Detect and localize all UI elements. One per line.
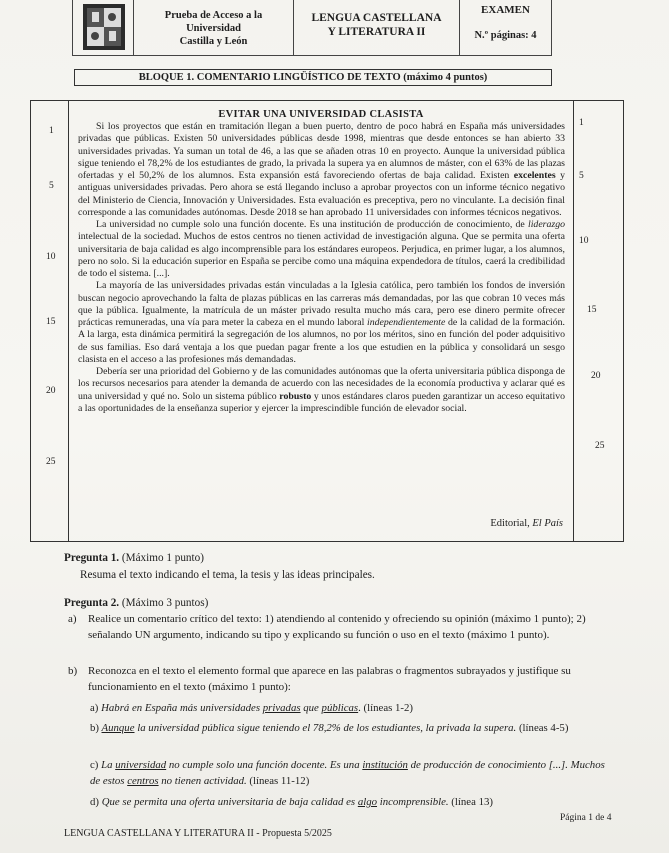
underlined-word: institución — [362, 759, 408, 771]
line-reference: (líneas 11-12) — [246, 775, 310, 787]
underlined-word: centros — [127, 775, 159, 787]
question-2-heading — [64, 596, 208, 612]
article-paragraph — [78, 366, 565, 415]
line-reference: (líneas 4-5) — [516, 722, 569, 734]
question-1-text: Resuma el texto indicando el tema, la tesis y las ideas principales. — [80, 569, 375, 581]
example-text: no tienen actividad. — [158, 775, 247, 787]
example-marker: c) — [90, 759, 99, 771]
question-label: Pregunta 2. — [64, 597, 120, 609]
page-count: N.º páginas: 4 — [474, 30, 537, 41]
item-marker: a) — [68, 613, 77, 625]
example-d — [90, 794, 615, 810]
source-prefix: Editorial, — [490, 518, 533, 529]
example-text: no cumple solo una función docente. Es una — [166, 759, 363, 771]
paragraph-text: La universidad no cumple solo una función docente. Es una institución de producción de conocimiento, de — [96, 219, 528, 230]
question-points: (Máximo 3 puntos) — [119, 597, 209, 609]
subject-label — [294, 0, 460, 56]
italic-word: liderazgo — [527, 219, 565, 230]
paragraph-text: y unos estándares claros pueden garantizar un acceso equitativo a las oportunidades de la enseñanza superior y ejercer la imprescindible función de elevador social. — [78, 390, 565, 414]
example-text: la universidad pública sigue teniendo el 78,2% de los estudiantes, la privada la supera. — [134, 722, 517, 734]
article-box — [30, 100, 624, 542]
bold-word: robusto — [279, 390, 312, 402]
article-paragraph — [78, 219, 565, 280]
article-title: EVITAR UNA UNIVERSIDAD CLASISTA — [218, 109, 424, 120]
exam-info — [460, 0, 552, 56]
paragraph-text: de la calidad de la formación. A la larga, esta dinámica permitirá la segregación de los alumnos, no por los méritos, sino en función del poder adquisitivo de sus familias. Eso dará ventaja a los que puedan pagar frente a los que estudien en la pública y consolidará un sesgo clasista en el acceso a las profesiones más demandadas. — [78, 317, 565, 365]
paragraph-text: y antiguas universidades privadas. Pero ahora se está llegando incluso a aprobar proyectos con un informe técnico negativo del Ministerio de Ciencia, Innovación y Universidades. Esta evaluación es preceptiva, pero no vinculante. La decisión final corresponde a las comunidades autónomas. Desde 2018 se han aprobado 11 universidades con informes técnicos negativos. — [78, 170, 565, 218]
article-paragraph — [78, 121, 565, 219]
example-text: La — [101, 759, 116, 771]
underlined-word: algo — [357, 796, 378, 808]
subject-line-2: Y LITERATURA II — [327, 26, 426, 38]
line-number-left: 1 — [49, 126, 54, 136]
example-marker: a) — [90, 702, 99, 714]
example-text: de producción de conocimiento [...]. Muchos de estos — [90, 759, 605, 787]
line-number-right: 5 — [579, 171, 584, 181]
example-a — [90, 700, 610, 716]
left-margin-divider — [68, 101, 69, 541]
example-text: Que se permita una oferta universitaria de baja calidad es — [101, 796, 358, 808]
underlined-word: Aunque — [101, 722, 135, 734]
subject-line-1: LENGUA CASTELLANA — [311, 12, 442, 24]
exam-label: EXAMEN — [481, 4, 530, 16]
underlined-word: públicas — [321, 702, 359, 714]
example-c — [90, 757, 615, 789]
line-number-right: 10 — [579, 236, 589, 246]
question-label: Pregunta 1. — [64, 552, 120, 564]
line-number-left: 20 — [46, 386, 56, 396]
example-text: Habrá en España más universidades — [101, 702, 263, 714]
right-margin-divider — [573, 101, 574, 541]
paragraph-text: Debería ser una prioridad del Gobierno y de las comunidades autónomas que la oferta universitaria pública disponga de los recursos necesarios para atender la demanda de acuerdo con las necesidades de la economía productiva y aclarar qué es una universidad y qué no. Solo un sistema público — [78, 366, 565, 402]
institution-line-3: Castilla y León — [179, 36, 248, 47]
italic-word: independientemente — [367, 317, 446, 328]
line-number-right: 1 — [579, 118, 584, 128]
example-marker: b) — [90, 722, 99, 734]
question-2a-text: Realice un comentario crítico del texto: 1) atendiendo al contenido y ofreciendo su opinión (máximo 1 punto); 2) señalando UN argumento, indicando su tipo y explicando su función o uso en el texto (máximo 1 punto). — [88, 613, 586, 641]
footer-label: LENGUA CASTELLANA Y LITERATURA II - Propuesta 5/2025 — [64, 828, 332, 839]
question-points: (Máximo 1 punto) — [119, 552, 204, 564]
source-publication: El País — [532, 518, 563, 529]
item-marker: b) — [68, 665, 78, 677]
example-text: que — [300, 702, 322, 714]
underlined-word: privadas — [262, 702, 301, 714]
article-paragraph — [78, 280, 565, 366]
paragraph-text: La mayoría de las universidades privadas están vinculadas a la Iglesia católica, pero también los fondos de inversión buscan negocio aprovechando la falta de plazas públicas en las carreras más demandadas, por las que cobran 10 veces más que la pública. Igualmente, la matrícula de un máster privado resulta mucho más cara, pero ese dinero permite ofrecer prácticas remuneradas, una vía para meter la cabeza en el mundo laboral — [78, 280, 565, 328]
example-text: incomprensible. — [377, 796, 449, 808]
line-number-left: 10 — [46, 252, 56, 262]
article-body — [78, 121, 565, 415]
line-reference: (línea 13) — [448, 796, 493, 808]
line-reference: . (líneas 1-2) — [358, 702, 414, 714]
article-source — [490, 518, 563, 529]
line-number-left: 15 — [46, 317, 56, 327]
bold-word: excelentes — [513, 170, 556, 181]
line-number-left: 25 — [46, 457, 56, 467]
question-1-heading — [64, 551, 204, 567]
page-number: Página 1 de 4 — [560, 813, 612, 823]
institution-line-1: Prueba de Acceso a la — [164, 10, 263, 21]
institution-line-2: Universidad — [186, 23, 241, 34]
exam-header — [72, 0, 552, 58]
example-b — [90, 720, 615, 736]
line-number-right: 20 — [591, 371, 601, 381]
line-number-right: 25 — [595, 441, 605, 451]
coat-of-arms-logo — [72, 0, 134, 56]
question-2b-text: Reconozca en el texto el elemento formal que aparece en las palabras o fragmentos subrayados y justifique su funcionamiento en el texto (máximo 1 punto): — [88, 665, 571, 693]
block-title: BLOQUE 1. COMENTARIO LINGÜÍSTICO DE TEXTO (máximo 4 puntos) — [74, 69, 552, 86]
line-number-right: 15 — [587, 305, 597, 315]
institution-label — [134, 0, 294, 56]
example-marker: d) — [90, 796, 99, 808]
underlined-word: universidad — [115, 759, 167, 771]
line-number-left: 5 — [49, 181, 54, 191]
paragraph-text: Si los proyectos que están en tramitación llegan a buen puerto, dentro de poco habrá en España más universidades privadas que públicas. Existen 50 universidades públicas desde 1998, mientras que desde entonces se han abierto 33 universidades privadas. Ya suman un total de 46, a las que se añaden otras 10 en proyecto. Aunque la universidad pública sigue teniendo el 78,2% de los estudiantes de grado, la privada la supera ya en alumnos de máster, con el 63% de las plazas ofertadas y el 50,2% de los alumnos. Esta expansión está favoreciendo ofertas de baja calidad. Existen — [78, 121, 565, 181]
paragraph-text: intelectual de la sociedad. Muchos de estos centros no tienen actividad de investigación alguna. Que se permita una oferta universitaria de baja calidad es algo incomprensible para los estándares europeos. Perjudica, en primer lugar, a los alumnos, pero no solo. Si la educación superior en España se percibe como una máquina expendedora de títulos, caerá la credibilidad de todo el sistema. [...]. — [78, 231, 565, 279]
